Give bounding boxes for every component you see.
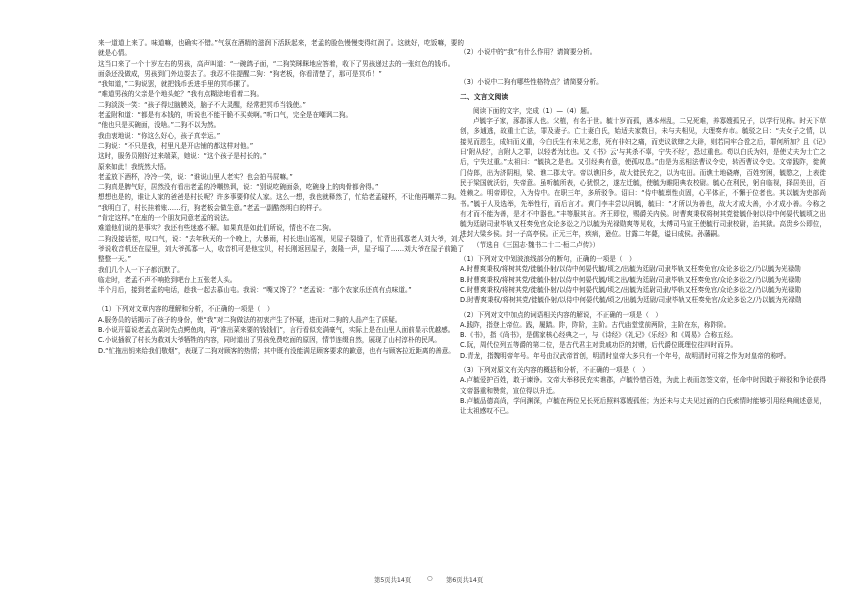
paragraph: 临走时，老孟不声不响抢到吧台上五张老人头。 — [98, 275, 237, 284]
circle-icon: ○ — [427, 575, 433, 582]
paragraph: “他也只是买碗面，没啥。”二狗不以为然。 — [98, 121, 221, 130]
passage-source: （节选自《三国志·魏书二十二·桓二卢传》） — [473, 240, 600, 249]
option-b: B.《书》，指《尚书》，是儒家核心经典之一，与《诗经》《礼记》《乐经》和《周易》合称五经。 — [460, 331, 737, 340]
paragraph: 二狗淡淡一笑：“孩子得过脑膜炎，脑子不大灵醒，经常把冥币当钱使。” — [98, 100, 306, 109]
option-b: B.卢毓品德高尚，学问渊深，卢毓在两位兄长死后照料寡嫂孤侄；为还未与丈夫见过面的白氏索情时能够引用经典阐述意见，让太祖感叹不已。 — [460, 396, 826, 416]
right-column — [460, 38, 826, 417]
paragraph: 二狗真是脾气好，居然没有看出老孟的冷嘲热讽，说：“别说吃碗面条，吃碗身上的肉骨都舍得。” — [98, 183, 379, 192]
paragraph: “我明白了，村长挂着账……行，狗老板会做生意。”老孟一副酷然明白的样子。 — [98, 203, 326, 212]
option-b: B.小说开篇说老孟点菜时先点鳄鱼肉，再“准出菜来要的钱钱们”，言行看似充满豪气，实际上是在山里人面前显示优越感。 — [98, 326, 455, 335]
option-a: A.服务员的话揭示了孩子的身份，使“我”对二狗做法的初衷产生了怀疑，进而对二狗的人品产生了质疑。 — [98, 315, 402, 324]
option-a: A.践阼，指登上帝位。践，履踏。阼，阼阶，主阶。古代庙堂堂前两阶，主阶在东，称阼阶。 — [460, 320, 731, 329]
classical-passage: 卢毓字子家，涿郡涿人也。父植，有名于世。毓十岁而孤，遇本州乱，二兄死难，养寡嫂孤兄子，以学行见称。时天下草创，多逋逃，故重士亡法，罪及妻子。亡士妻白氏，始适夫家数日，未与夫相见，大理奏弃市。毓驳之曰：“夫女子之情，以接见而恩生，成妇而义重，今白氏生有未见之悲，死有非妇之痛，而吏议欲肆之大辟，则若同牢合卺之后，罪何所加？且《记》曰‘附从轻’，言附人之罪，以轻者为比也。又《书》云‘与其杀不辜，宁失不经’，恐过重也。苟以白氏为妇，是使丈夫为士亡之后，宁失过重。”太祖曰：“毓执之是也。又引经典有意，使孤叹息。”由是为丞相法曹议令史，转西曹议令史。文帝践阼，徙黄门侍郎，出为济阴相，梁、谯二郡太守。帝以谯旧乡，故大徙民充之，以为屯田。而谯土地硗瘠，百姓穷困，毓愍之，上表徙民于梁国就沃衍，失帝意。虽听毓所表，心犹恨之，遂左迁毓，使毓为睢阳典农校尉。毓心在利民，躬自临视，择居美田，百姓赖之。明帝即位，入为侍中。在职三年，多所驳争。诏曰：“侍中毓禀性贞固，心平体正，不懈于位者也。其以毓为吏部尚书。”毓于人及选举，先举性行，而后言才。黄门李丰尝以问毓，毓曰：“才所以为善也，故大才成大善，小才成小善。今称之有才而不能为善，是才不中器也。”丰等服其言。齐王即位，赐爵关内侯。时曹爽秉权将树其党徙毓仆射以侍中何晏代毓顷之出毓为廷尉司隶毕轨又枉奏免官众论多讼之乃以毓为光禄勋爽等见收，太傅司马宣王使毓行司隶校尉，治其狱。高贵乡公即位，进封大梁乡侯。封一子高亭侯。正元三年，疾病，逊位。甘露二年薨，谥曰成侯。孙藩嗣。 — [460, 117, 826, 239]
page-number-left: 第5页共14页 — [374, 577, 412, 584]
left-column — [98, 38, 464, 356]
page-number-right: 第6页共14页 — [446, 577, 484, 584]
paragraph: “难道男孩的父亲是个地头蛇？”我有点糊涂地看着二狗。 — [98, 90, 264, 99]
reading-instruction: 阅读下面的文字，完成（1）—（4）题。 — [473, 106, 594, 115]
question-3: （3）小说中二狗有哪些性格特点？请简要分析。 — [460, 78, 603, 87]
paragraph: 来一道道上来了。味道嘛，也确实不错。”气氛在酒精的滋润下活跃起来，老孟的脸色慢慢变得红润了。这就好，吃饭嘛，要的就是心情。 — [98, 39, 464, 58]
paragraph: 老孟放下酒杯，冷冷一笑，说：“谁说山里人老实？也会拍马屁嘛。” — [98, 172, 293, 181]
section-heading: 二、文言文阅读 — [460, 92, 509, 101]
option-c: C.阮，周代位列五等爵的第二位，是古代君主对贵戚功臣的封赠，后代爵位既理位往四时而异。 — [460, 341, 738, 350]
paragraph: 老孟附和道：“都是有本钱的，听说也不能干脆不买卖啊。”听口气，完全是在嘲讽二狗。 — [98, 111, 353, 120]
option-d: D.时曹爽秉权/将树其党/徙毓仆射/以侍中何晏代毓/顷之/出毓为廷尉/司隶毕轨又枉奏免官/众论多讼之/乃以毓为光禄勋 — [460, 296, 802, 305]
paragraph: 二狗说：“不只是我，村里凡是开店铺的都这样对他。” — [98, 141, 254, 150]
paragraph: 我由衷地说：“你这么好心，孩子真幸运。” — [98, 131, 221, 140]
paragraph: 面条还没做成，男孩到门外边耍去了。我忍不住提醒二狗：“狗老板，你看清楚了，那可是冥币！” — [98, 69, 382, 78]
paragraph: 想想也是的，谁让人家的爸爸是村长呢？许多事要仰仗人家。这么一想，我也就释然了，忙给老孟碰杯，不让他再嘲弄二狗。 — [98, 193, 461, 202]
paragraph: 这当口来了一个十岁左右的男孩，高声叫道：“一碗鸽子面，“二狗笑眯眯地应答着，收下了男孩递过去的一张红色的钱币。 — [98, 59, 455, 68]
option-a: A.时曹爽秉权/将树其党/徙毓仆射/以侍中何晏代毓/顷之/出毓为廷尉/司隶毕轨又枉奏免官/众论多讼之/乃以毓为光禄勋 — [460, 265, 801, 274]
question-stem: （2）下列对文中加点的词语相关内容的解说，不正确的一项是（ ） — [460, 310, 663, 319]
paragraph: “我知道，”二狗说罢，就把钱币丢进手里的冥币摞了。 — [98, 80, 254, 89]
paragraph: “肯定这样。”在座的一个朋友同意老孟的说法。 — [98, 214, 234, 223]
option-c: C.时曹爽秉权/将树其党/徙毓仆射/以侍中何晏代毓/顷之/出毓为廷尉司隶/毕轨又枉奏免官/众论多讼之/乃以毓为光禄勋 — [460, 285, 801, 294]
question-stem: （1）下列对文章内容的理解和分析，不正确的一项是（ ） — [98, 305, 274, 314]
paragraph: 原来如此！我恍然大悟。 — [98, 162, 171, 171]
question-stem: （1）下列对文中划波浪线部分的断句，正确的一项是（ ） — [460, 255, 636, 264]
paragraph: 难道他们说的是事实？我还有些迷惑不解。如果真是如此们所说，情也不在二狗。 — [98, 224, 336, 233]
option-d: D.“忙拖出钥来给我们敬烟”，表现了二狗对顾客的热情；其中既有没能满足顾客要求的歉意，也有与顾客拉近距离的善意。 — [98, 346, 455, 355]
question-stem: （3）下列对原文有关内容的概括和分析，不正确的一项是（ ） — [460, 366, 649, 375]
paragraph: 这时，服务员刚好过来端菜，她说：“这个孩子是村长的。” — [98, 152, 267, 161]
paragraph: 二狗没接话茬，叹口气，说：“去年秋天的一个晚上，大暴雨，村长进山巡视，见屋子裂缝了，忙背出孤寡老人刘大爷，刘大爷说收音机还在屋里，刘大爷孤寡一人，收音机可是他宝贝，村长刚返回屋子，轰隆一声，屋子塌了……刘大爷在屋子前跪了整整一天。” — [98, 234, 464, 264]
option-b: B.时曹爽秉权/将树其党/徙毓仆射/以侍中何晏代毓/顷之出/毓为廷尉/司隶毕轨又枉奏免官/众论多讼之/乃以毓为光禄勋 — [460, 275, 801, 284]
paragraph: 我们几个人一下子都沉默了。 — [98, 265, 184, 274]
option-d: D.青龙，指魏明帝年号。年号由汉武帝首创，明清时皇帝大多只有一个年号，故明清时可将之作为对皇帝的称呼。 — [460, 351, 791, 360]
question-2: （2）小说中的“我”有什么作用？请简要分析。 — [460, 48, 597, 56]
paragraph: 半个月后，接到老孟的电话，趁我一起去慕山屯。我说：“嘴又馋了？”老孟说：“那个农家乐还真有点味道。” — [98, 286, 412, 295]
option-c: C.小说插叙了村长为救刘大爷牺牲的内容，同时道出了男孩免费吃面的原因，情节连缀自然，展现了山村淳朴的民风。 — [98, 336, 441, 345]
option-a: A.卢毓爱护百姓，敢于谏诤。文帝大举移民充实谯郡，卢毓怜惜百姓，为此上表而忽签文帝，任命中时因敢于辩驳和争论获得文帝器重和赞赏，宣位得以升迁。 — [460, 376, 826, 395]
